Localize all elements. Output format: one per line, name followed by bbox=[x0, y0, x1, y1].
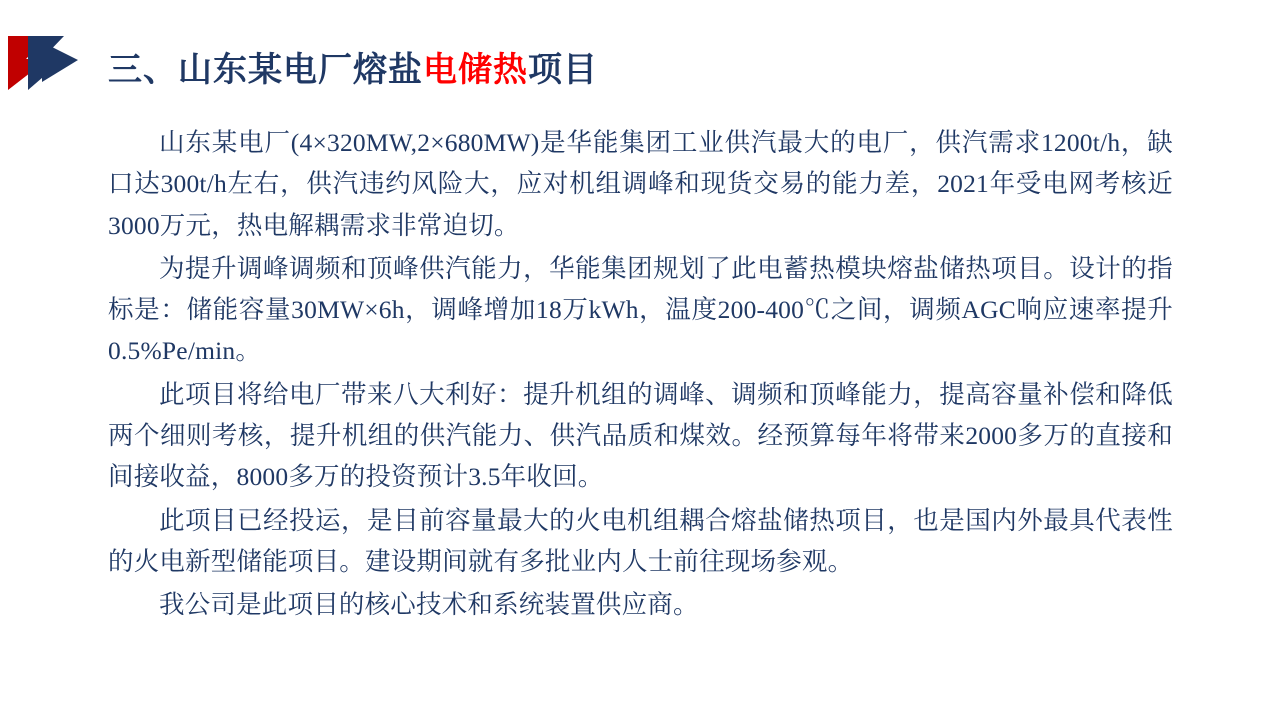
paragraph-3: 此项目将给电厂带来八大利好：提升机组的调峰、调频和顶峰能力，提高容量补偿和降低两个细则考核，提升机组的供汽能力、供汽品质和煤效。经预算每年将带来2000多万的直接和间接收益，8000多万的投资预计3.5年收回。 bbox=[108, 379, 1173, 492]
page-title-suffix: 项目 bbox=[528, 52, 598, 89]
flag-arrow-icon bbox=[8, 34, 82, 92]
paragraph-2: 为提升调峰调频和顶峰供汽能力，华能集团规划了此电蓄热模块熔盐储热项目。设计的指标是：储能容量30MW×6h，调峰增加18万kWh，温度200-400℃之间，调频AGC响应速率提升0.5%Pe/min。 bbox=[108, 253, 1173, 366]
body-text bbox=[108, 122, 1173, 628]
paragraph-5: 我公司是此项目的核心技术和系统装置供应商。 bbox=[159, 590, 699, 620]
paragraph-1: 山东某电厂(4×320MW,2×680MW)是华能集团工业供汽最大的电厂，供汽需求1200t/h，缺口达300t/h左右，供汽违约风险大，应对机组调峰和现货交易的能力差，2021年受电网考核近3000万元，热电解耦需求非常迫切。 bbox=[108, 128, 1173, 240]
paragraph-4: 此项目已经投运，是目前容量最大的火电机组耦合熔盐储热项目，也是国内外最具代表性的火电新型储能项目。建设期间就有多批业内人士前往现场参观。 bbox=[108, 505, 1173, 576]
page-title bbox=[108, 52, 598, 89]
page-title-prefix: 三、山东某电厂熔盐 bbox=[108, 52, 423, 89]
page-title-highlight: 电储热 bbox=[423, 52, 528, 89]
